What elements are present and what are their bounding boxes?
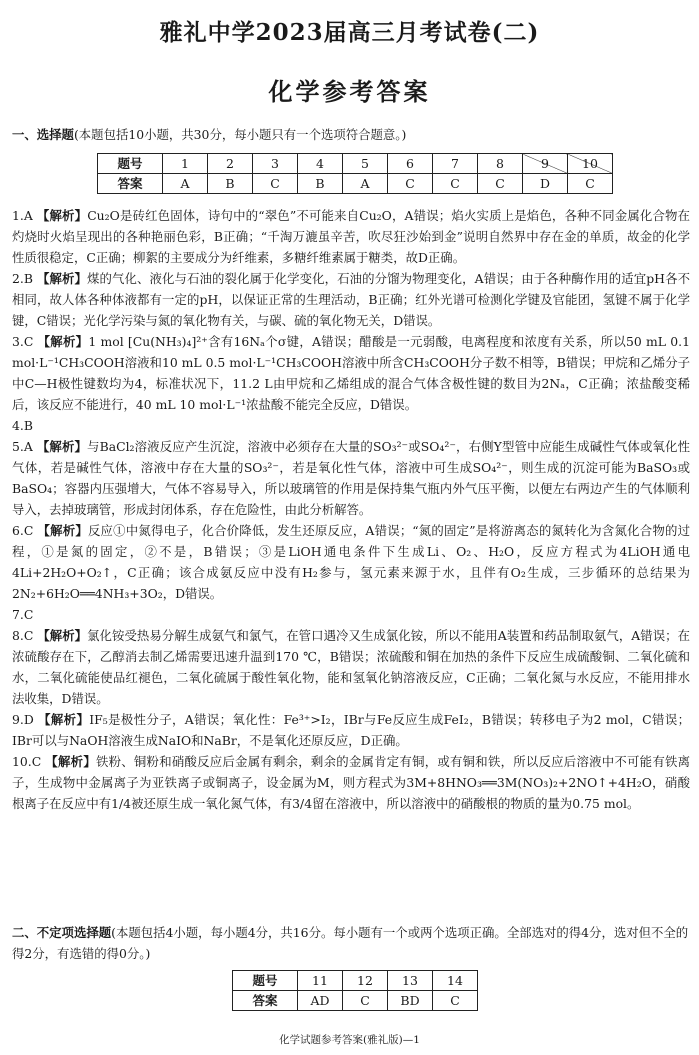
- answer-cell: B: [208, 174, 253, 194]
- item-number: 3.C: [12, 334, 34, 349]
- item-number: 7.C: [12, 607, 34, 622]
- answer-cell: B: [298, 174, 343, 194]
- row-label-question: 题号: [233, 971, 298, 991]
- question-cell: 10: [568, 154, 613, 174]
- explanations-list: [12, 205, 690, 814]
- page-title: 雅礼中学2023届高三月考试卷(二): [159, 19, 540, 46]
- list-item: [12, 436, 690, 520]
- table-row-questions: [233, 971, 478, 991]
- answer-cell: C: [478, 174, 523, 194]
- list-item: [12, 415, 690, 436]
- item-text: 1 mol [Cu(NH₃)₄]²⁺含有16Nₐ个σ键，A错误；醋酸是一元弱酸，电离程度和浓度有关系，所以50 mL 0.1 mol·L⁻¹CH₃COOH溶液和10 mL 0.5 mol·L⁻¹CH₃COOH溶液中所含CH₃COOH分子数不相等，B错误；甲烷和乙烯分子中C—H极性键数均为4，标准状况下，11.2 L由甲烷和乙烯组成的混合气体含极性键的数目为2Nₐ，C正确；浓盐酸变稀后，该反应不能进行，40 mL 10 mol·L⁻¹浓盐酸不能完全反应，D错误。: [12, 334, 690, 412]
- list-item: [12, 268, 690, 331]
- section2-answer-table: [232, 970, 478, 1011]
- section1-note: (本题包括10小题，共30分，每小题只有一个选项符合题意。): [73, 127, 407, 142]
- section2-heading-label: 二、不定项选择题: [12, 925, 112, 940]
- item-number: 10.C: [12, 754, 42, 769]
- question-cell: 8: [478, 154, 523, 174]
- answer-cell: AD: [298, 991, 343, 1011]
- answer-cell: C: [433, 991, 478, 1011]
- page-footer: 化学试题参考答案(雅礼版)—1: [279, 1034, 420, 1046]
- row-label-answer: 答案: [98, 174, 163, 194]
- item-tag: 【解析】: [37, 334, 89, 349]
- answer-cell: C: [343, 991, 388, 1011]
- table-row-answers: [98, 174, 613, 194]
- answer-cell: C: [433, 174, 478, 194]
- question-cell: 4: [298, 154, 343, 174]
- question-cell: 6: [388, 154, 433, 174]
- item-text: 反应①中氮得电子，化合价降低，发生还原反应，A错误；“氮的固定”是将游离态的氮转化为含氮化合物的过程，①是氮的固定，②不是，B错误；③是LiOH通电条件下生成Li、O₂、H₂O，反应方程式为4LiOH通电4Li+2H₂O+O₂↑，C正确；该合成氨反应中没有H₂参与，氢元素来源于水，且伴有O₂生成，三步循环的总结果为2N₂+6H₂O══4NH₃+3O₂，D错误。: [12, 523, 690, 601]
- question-cell: 11: [298, 971, 343, 991]
- row-label-answer: 答案: [233, 991, 298, 1011]
- question-cell: 3: [253, 154, 298, 174]
- item-tag: 【解析】: [38, 712, 90, 727]
- item-text: IF₅是极性分子，A错误；氧化性：Fe³⁺>I₂，IBr与Fe反应生成FeI₂，B错误；转移电子为2 mol，C错误；IBr可以与NaOH溶液生成NaIO和NaBr，不是氧化还原反应，D正确。: [12, 712, 690, 748]
- item-text: Cu₂O是砖红色固体，诗句中的“翠色”不可能来自Cu₂O，A错误；焰火实质上是焰色，各种不同金属化合物在灼烧时火焰呈现出的各种艳丽色彩，B正确；“千淘万漉虽辛苦，吹尽狂沙始到金”说明自然界中存在金的单质，故金的化学性质很稳定，C正确；柳絮的主要成分为纤维素，多糖纤维素属于糖类，故D正确。: [12, 208, 690, 265]
- item-tag: 【解析】: [36, 439, 88, 454]
- item-number: 5.A: [12, 439, 33, 454]
- item-tag: 【解析】: [36, 208, 88, 223]
- answer-cell: C: [388, 174, 433, 194]
- item-text: 煤的气化、液化与石油的裂化属于化学变化，石油的分馏为物理变化，A错误；由于各种酶作用的适宜pH各不相同，故人体各种体液都有一定的pH，以保证正常的生理活动，B正确；红外光谱可检测化学键及官能团，氢键不属于化学键，C错误；光化学污染与氮的氧化物有关，与碳、硫的氧化物无关，D错误。: [12, 271, 690, 328]
- item-text: 铁粉、铜粉和硝酸反应后金属有剩余，剩余的金属肯定有铜，或有铜和铁，所以反应后溶液中不可能有铁离子，生成物中金属离子为亚铁离子或铜离子，设金属为M，则方程式为3M+8HNO₃══3M(NO₃)₂+2NO↑+4H₂O，硝酸根离子在反应中有1/4被还原生成一氧化氮气体，有3/4留在溶液中，所以溶液中的硝酸根的物质的量为0.75 mol。: [12, 754, 690, 811]
- item-number: 6.C: [12, 523, 34, 538]
- list-item: [12, 205, 690, 268]
- question-cell: 2: [208, 154, 253, 174]
- section2-heading: [12, 922, 690, 964]
- question-cell: 1: [163, 154, 208, 174]
- answer-cell: D: [523, 174, 568, 194]
- answer-cell: A: [343, 174, 388, 194]
- item-text: 氯化铵受热易分解生成氨气和氯气，在管口遇冷又生成氯化铵，所以不能用A装置和药品制取氨气，A错误；在浓硫酸存在下，乙醇消去制乙烯需要迅速升温到170 ℃，B错误；浓硫酸和铜在加热的条件下反应生成硫酸铜、二氧化硫和水，二氧化硫能使品红褪色，二氧化硫属于酸性氧化物，能和氢氧化钠溶液反应，C正确；二氧化氮与水反应，不能用排水法收集，D错误。: [12, 628, 690, 706]
- item-tag: 【解析】: [37, 271, 88, 286]
- item-number: 8.C: [12, 628, 34, 643]
- answer-cell: A: [163, 174, 208, 194]
- item-tag: 【解析】: [37, 628, 88, 643]
- list-item: [12, 625, 690, 709]
- section1-heading-label: 一、选择题: [12, 127, 74, 142]
- item-number: 9.D: [12, 712, 34, 727]
- section1-answer-table: [97, 153, 613, 194]
- item-text: 与BaCl₂溶液反应产生沉淀，溶液中必须存在大量的SO₃²⁻或SO₄²⁻，右侧Y型管中应能生成碱性气体或氧化性气体，若是碱性气体，溶液中存在大量的SO₃²⁻，若是氧化性气体，溶液中可生成SO₄²⁻，则生成的沉淀可能为BaSO₃或BaSO₄；容器内压强增大，气体不容易导入，所以玻璃管的作用是保持集气瓶内外气压平衡，以便左右两边产生的气体顺利导入，去掉玻璃管，形成封闭体系，存在危险性，由此分析解答。: [12, 439, 690, 517]
- page-subtitle: 化学参考答案: [268, 77, 431, 106]
- question-cell: 13: [388, 971, 433, 991]
- question-cell: 5: [343, 154, 388, 174]
- list-item: [12, 604, 690, 625]
- item-number: 2.B: [12, 271, 33, 286]
- answer-cell: C: [568, 174, 613, 194]
- item-tag: 【解析】: [37, 523, 88, 538]
- item-tag: 【解析】: [45, 754, 96, 769]
- question-cell: 7: [433, 154, 478, 174]
- section1-heading: [12, 124, 690, 145]
- answer-cell: BD: [388, 991, 433, 1011]
- table-row-answers: [233, 991, 478, 1011]
- list-item: [12, 751, 690, 814]
- question-cell: 12: [343, 971, 388, 991]
- question-cell: 14: [433, 971, 478, 991]
- item-number: 4.B: [12, 418, 33, 433]
- list-item: [12, 331, 690, 415]
- row-label-question: 题号: [98, 154, 163, 174]
- section2-note: (本题包括4小题，每小题4分，共16分。每小题有一个或两个选项正确。全部选对的得4分，选对但不全的得2分，有选错的得0分。): [12, 925, 689, 961]
- list-item: [12, 709, 690, 751]
- table-row-questions: [98, 154, 613, 174]
- list-item: [12, 520, 690, 604]
- item-number: 1.A: [12, 208, 33, 223]
- question-cell: 9: [523, 154, 568, 174]
- answer-cell: C: [253, 174, 298, 194]
